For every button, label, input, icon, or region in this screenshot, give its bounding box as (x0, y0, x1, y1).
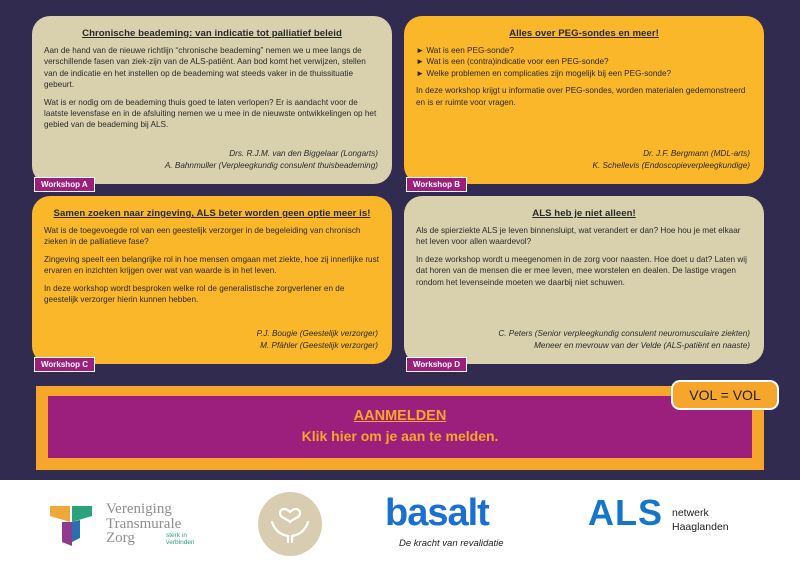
vtz-mark-icon (48, 502, 94, 548)
vtz-tagline-line-1: sterk in (166, 532, 187, 539)
workshop-c-paragraph-2: Zingeving speelt een belangrijke rol in hoe mensen omgaan met ziekte, hoe zij innerlijke rust ervaren en inzichten krijgen over wat van waarde is in het leven. (44, 254, 379, 276)
workshop-a-paragraph-1: Aan de hand van de nieuwe richtlijn “chronische beademing” nemen we u mee langs de verschillende fasen van ziek-zijn van de ALS-patiënt. Aan bod komt het verwijzen, stellen van de indicatie en het instellen op de beademing wat steeds vaker in de thuissituatie gebeurt. (44, 46, 366, 90)
workshop-b-speaker-2: K. Schellevis (Endoscopieverpleegkundige) (592, 161, 750, 170)
basalt-logo (385, 492, 535, 558)
workshop-b-tag: Workshop B (406, 177, 467, 192)
workshop-c-paragraph-1: Wat is de toegevoegde rol van een geestelijk verzorger in de begeleiding van chronisch zieken in de palliatieve fase? (44, 226, 361, 247)
workshop-card-a (32, 16, 392, 189)
hands-heart-icon (258, 492, 322, 556)
workshop-c-title: Samen zoeken naar zingeving, ALS beter worden geen optie meer is! (53, 208, 371, 219)
als-netwerk-line-2: Haaglanden (672, 521, 729, 533)
workshop-card-d (404, 196, 764, 369)
vtz-tagline (166, 532, 195, 546)
vtz-tagline-line-2: verbinden (166, 539, 195, 546)
vtz-logo (48, 502, 208, 552)
workshop-d-paragraph-1: Als de spierziekte ALS je leven binnensluipt, wat verandert er dan? Hoe hou je met elkaar het leven voor allen waardevol? (416, 226, 741, 247)
als-netwerk-logo (588, 492, 758, 558)
signup-banner (36, 386, 764, 470)
workshop-a-speaker-2: A. Bahnmuller (Verpleegkundig consulent thuisbeademing) (164, 161, 378, 170)
signup-link[interactable] (48, 396, 752, 458)
workshop-a-tag: Workshop A (34, 177, 95, 192)
workshop-b-question-2: ► Wat is een (contra)indicatie voor een PEG-sonde? (416, 57, 609, 67)
workshop-a-speaker-1: Drs. R.J.M. van den Biggelaar (Longarts) (229, 149, 378, 158)
signup-subtitle[interactable]: Klik hier om je aan te melden. (301, 428, 499, 444)
vtz-name-line-1: Vereniging (106, 501, 172, 517)
workshop-c-speaker-2: M. Pfähler (Geestelijk verzorger) (260, 341, 378, 350)
workshop-b-question-list (416, 45, 752, 79)
workshop-b-speakers (593, 148, 750, 172)
workshop-c-speakers (257, 328, 378, 352)
als-wordmark: ALS (588, 492, 663, 533)
workshop-b-speaker-1: Dr. J.F. Bergmann (MDL-arts) (643, 149, 750, 158)
workshop-c-tag: Workshop C (34, 357, 95, 372)
vtz-name-line-3: Zorg (106, 530, 135, 546)
workshop-d-tag: Workshop D (406, 357, 467, 372)
workshop-b-question-1: ► Wat is een PEG-sonde? (416, 46, 514, 55)
workshop-a-title: Chronische beademing: van indicatie tot palliatief beleid (82, 28, 342, 39)
workshop-b-question-3: ► Welke problemen en complicaties zijn mogelijk bij een PEG-sonde? (416, 68, 672, 78)
workshop-c-speaker-1: P.J. Bougie (Geestelijk verzorger) (256, 329, 378, 338)
workshop-a-paragraph-2: Wat is er nodig om de beademing thuis goed te laten verlopen? Er is aandacht voor de laatste levensfase en in de afsluiting nemen we u mee in de nieuwste ontwikkelingen op het gebied van de beademing bij ALS. (44, 97, 377, 130)
workshop-card-b (404, 16, 764, 189)
workshop-c-paragraph-3: In deze workshop wordt besproken welke rol de generalistische zorgverlener en de geestelijk verzorger hierin kunnen hebben. (44, 283, 345, 305)
workshop-d-speakers (498, 328, 750, 352)
workshop-d-paragraph-2: In deze workshop wordt u meegenomen in de zorg voor naasten. Hoe doet u dat? Laten wij dat horen van de mensen die er mee leven, mee worstelen en dealen. De lastige vragen rondom het levenseinde moeten we daarbij niet schuwen. (416, 254, 747, 287)
workshop-card-c (32, 196, 392, 369)
basalt-tagline: De kracht van revalidatie (399, 538, 504, 549)
vol-is-vol-badge: VOL = VOL (671, 380, 779, 410)
workshop-b-paragraph-1: In deze workshop krijgt u informatie over PEG-sondes, worden materialen gedemonstreerd en is er ruimte voor vragen. (416, 86, 746, 107)
als-netwerk-line-1: netwerk (672, 507, 709, 519)
workshop-d-title: ALS heb je niet alleen! (532, 208, 636, 219)
vtz-name-line-2: Transmurale (106, 515, 182, 532)
workshop-a-speakers (165, 148, 378, 172)
signup-title[interactable]: AANMELDEN (353, 408, 447, 424)
partner-logos (0, 480, 800, 566)
workshop-b-title: Alles over PEG-sondes en meer! (509, 28, 659, 39)
care-hands-logo (258, 492, 322, 556)
basalt-wordmark: basalt (385, 492, 489, 534)
als-netwerk-name (672, 506, 729, 534)
workshop-d-speaker-1: C. Peters (Senior verpleegkundig consulent neuromusculaire ziekten) (498, 329, 750, 338)
workshop-d-speaker-2: Meneer en mevrouw van der Velde (ALS-patiënt en naaste) (534, 341, 750, 350)
